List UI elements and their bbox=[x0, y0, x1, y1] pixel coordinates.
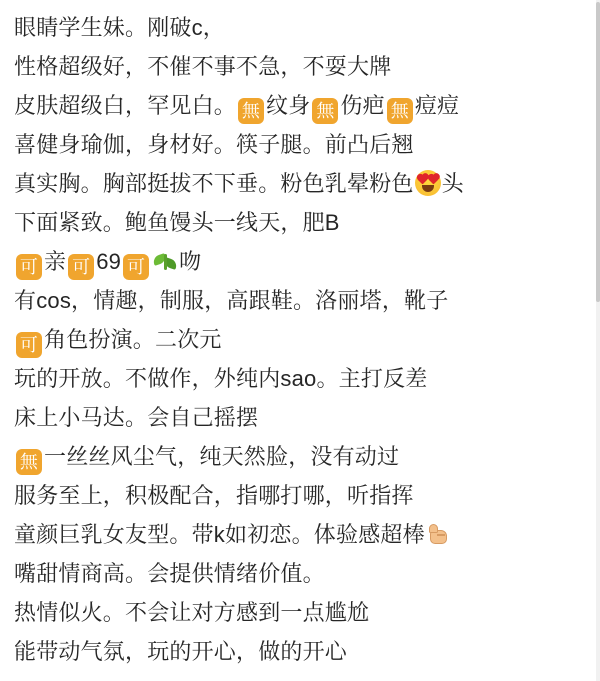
text-line bbox=[14, 86, 586, 125]
heart-eyes-emoji-icon bbox=[415, 170, 441, 196]
enclosed-character-badge: 無 bbox=[16, 449, 42, 475]
enclosed-character-badge: 可 bbox=[123, 254, 149, 280]
text-run: 纹身 bbox=[266, 93, 311, 118]
text-line bbox=[14, 437, 586, 476]
text-run: 一丝丝风尘气，纯天然脸，没有动过 bbox=[44, 444, 400, 469]
text-run: 亲 bbox=[44, 249, 67, 274]
text-run: 下面紧致。鲍鱼馒头一线天，肥B bbox=[14, 210, 340, 235]
text-run: 眼睛学生妹。刚破c， bbox=[14, 15, 226, 40]
enclosed-character-badge: 可 bbox=[16, 332, 42, 358]
text-run: 有cos，情趣，制服，高跟鞋。洛丽塔，靴子 bbox=[14, 288, 449, 313]
text-line bbox=[14, 593, 586, 632]
text-line bbox=[14, 632, 586, 671]
text-run: 能带动气氛，玩的开心，做的开心 bbox=[14, 639, 348, 664]
text-run: 童颜巨乳女友型。带k如初恋。体验感超棒 bbox=[14, 522, 425, 547]
text-line bbox=[14, 203, 586, 242]
text-run: 69 bbox=[96, 249, 122, 274]
enclosed-character-badge: 無 bbox=[312, 98, 338, 124]
text-run: 头 bbox=[441, 171, 464, 196]
text-line bbox=[14, 47, 586, 86]
text-line bbox=[14, 320, 586, 359]
text-run: 性格超级好，不催不事不急，不耍大牌 bbox=[14, 54, 392, 79]
text-run: 皮肤超级白，罕见白。 bbox=[14, 93, 237, 118]
leaf-emoji-icon bbox=[152, 248, 178, 274]
text-line bbox=[14, 242, 586, 281]
enclosed-character-badge: 無 bbox=[387, 98, 413, 124]
text-run: 嘴甜情商高。会提供情绪价值。 bbox=[14, 561, 325, 586]
text-line bbox=[14, 515, 586, 554]
text-run: 伤疤 bbox=[340, 93, 385, 118]
text-line bbox=[14, 8, 586, 47]
text-run: 喜健身瑜伽，身材好。筷子腿。前凸后翘 bbox=[14, 132, 414, 157]
text-run: 真实胸。胸部挺拔不下垂。粉色乳晕粉色 bbox=[14, 171, 414, 196]
enclosed-character-badge: 可 bbox=[68, 254, 94, 280]
vertical-scrollbar[interactable] bbox=[596, 0, 600, 681]
text-run: 服务至上，积极配合，指哪打哪，听指挥 bbox=[14, 483, 414, 508]
scrollbar-thumb[interactable] bbox=[596, 2, 600, 302]
enclosed-character-badge: 無 bbox=[238, 98, 264, 124]
thumbs-up-emoji-icon bbox=[426, 521, 452, 547]
text-run: 床上小马达。会自己摇摆 bbox=[14, 405, 259, 430]
text-line bbox=[14, 476, 586, 515]
text-run: 吻 bbox=[179, 249, 202, 274]
text-run: 痘痘 bbox=[414, 93, 460, 118]
text-run: 角色扮演。二次元 bbox=[44, 327, 222, 352]
text-line bbox=[14, 125, 586, 164]
text-run: 热情似火。不会让对方感到一点尴尬 bbox=[14, 600, 370, 625]
enclosed-character-badge: 可 bbox=[16, 254, 42, 280]
text-line bbox=[14, 281, 586, 320]
text-line bbox=[14, 164, 586, 203]
text-line bbox=[14, 359, 586, 398]
text-run: 玩的开放。不做作，外纯内sao。主打反差 bbox=[14, 366, 428, 391]
text-line bbox=[14, 554, 586, 593]
text-line bbox=[14, 398, 586, 437]
